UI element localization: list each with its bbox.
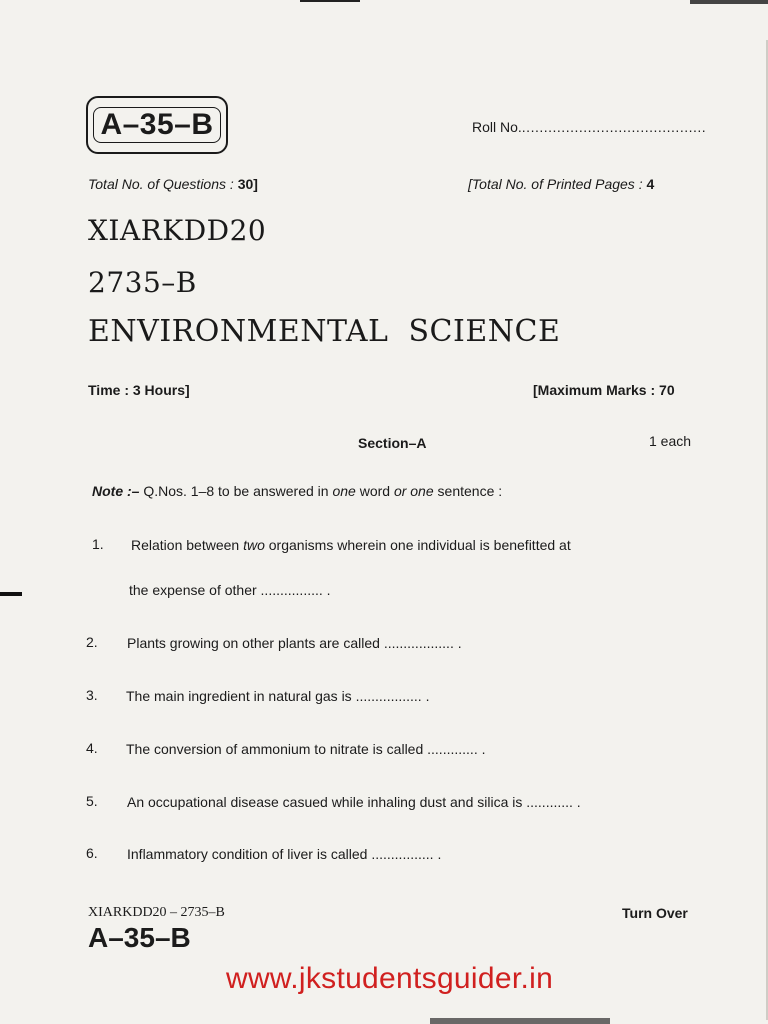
question-emphasis: two: [243, 537, 265, 553]
note-emphasis: one: [332, 483, 356, 499]
printed-pages: [468, 176, 654, 192]
turn-over: Turn Over: [622, 905, 688, 921]
subject-code: 2735–B: [88, 266, 197, 299]
scan-mark-top-right: [690, 0, 768, 4]
subject-title: ENVIRONMENTAL SCIENCE: [88, 314, 561, 349]
total-questions: [88, 176, 258, 192]
printed-pages-value: 4: [646, 176, 655, 192]
question-text-part: Relation between: [131, 537, 244, 553]
total-questions-label: Total No. of Questions :: [88, 176, 238, 192]
note-label: Note :–: [92, 483, 140, 499]
roll-number: [472, 119, 706, 135]
question-text: The main ingredient in natural gas is ................. .: [126, 688, 430, 704]
exam-code: XIARKDD20: [88, 214, 267, 247]
paper-code-box: [86, 96, 228, 154]
footer-paper-code: A–35–B: [88, 922, 191, 953]
section-note: [92, 483, 502, 499]
question-text-part: organisms wherein one individual is benefitted at: [264, 537, 571, 553]
question-text: [131, 537, 571, 553]
question-text-continued: the expense of other ................ .: [129, 582, 331, 598]
question-number: 3.: [86, 687, 98, 703]
question-number: 2.: [86, 634, 98, 650]
max-marks: [Maximum Marks : 70: [533, 382, 675, 398]
total-questions-value: 30]: [237, 176, 258, 192]
question-number: 6.: [86, 845, 98, 861]
question-text: Inflammatory condition of liver is called ................ .: [127, 846, 442, 862]
roll-label: Roll No.: [472, 119, 522, 135]
question-number: 1.: [92, 536, 104, 552]
exam-time: Time : 3 Hours]: [88, 382, 190, 398]
question-number: 4.: [86, 740, 98, 756]
question-text: An occupational disease casued while inhaling dust and silica is ............ .: [127, 794, 581, 810]
roll-dots: ..........................................: [521, 119, 707, 135]
note-text: Q.Nos. 1–8 to be answered in: [139, 483, 333, 499]
footer-code: XIARKDD20 – 2735–B: [88, 905, 225, 920]
printed-pages-label: [Total No. of Printed Pages :: [468, 176, 647, 192]
note-text: word: [355, 483, 394, 499]
question-text: The conversion of ammonium to nitrate is called ............. .: [126, 741, 486, 757]
website-watermark: www.jkstudentsguider.in: [226, 962, 554, 995]
scan-mark-bottom: [430, 1018, 610, 1024]
paper-code: A–35–B: [93, 107, 220, 143]
question-text: Plants growing on other plants are called .................. .: [127, 635, 462, 651]
marks-each: 1 each: [649, 433, 692, 449]
scan-mark-left: [0, 592, 22, 596]
scan-mark-top: [300, 0, 360, 2]
note-emphasis: or one: [393, 483, 434, 499]
question-number: 5.: [86, 793, 98, 809]
note-text: sentence :: [433, 483, 503, 499]
section-title: Section–A: [358, 435, 427, 451]
